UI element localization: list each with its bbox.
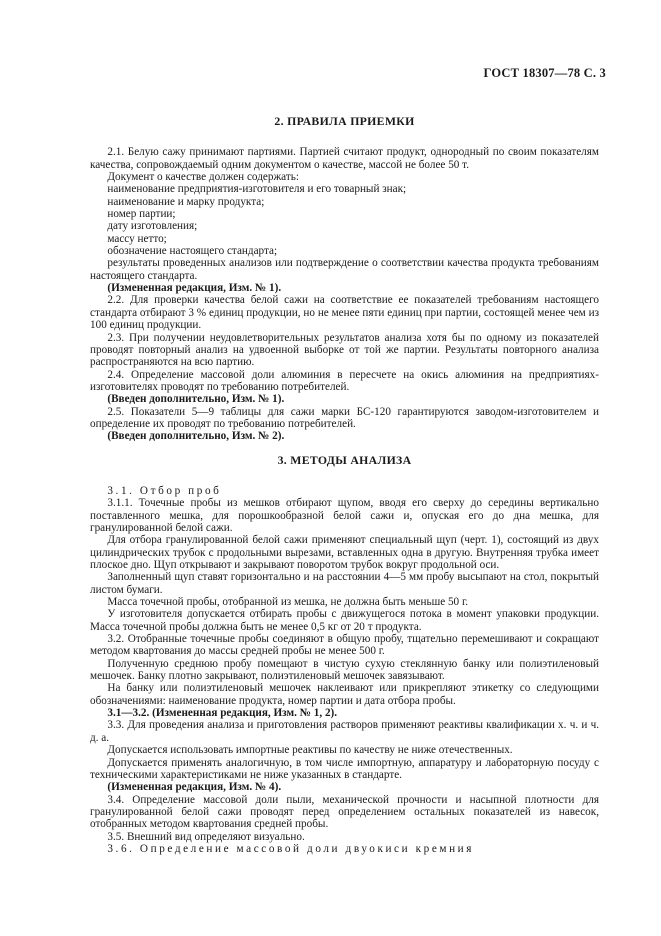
list-item: массу нетто;	[107, 232, 167, 245]
paragraph-3-2: 3.2. Отобранные точечные пробы соединяют в общую пробу, тщательно перемешивают и сокращают методом квартования до массы средней пробы не менее 500 г.	[90, 633, 599, 658]
paragraph: Заполненный щуп ставят горизонтально и на расстоянии 4—5 мм пробу высыпают на стол, покрытый листом бумаги.	[90, 571, 599, 596]
paragraph: Допускается использовать импортные реактивы по качеству не ниже отечественных.	[107, 744, 513, 757]
paragraph-2-4: 2.4. Определение массовой доли алюминия в пересчете на окись алюминия на предприятиях-изготовителях проводят по требованию потребителей.	[90, 368, 599, 393]
paragraph-2-2: 2.2. Для проверки качества белой сажи на соответствие ее показателей требованиям настоящего стандарта отбирают 3 % единиц продукции, но не менее пяти единиц при партии, состоящей менее чем из 100 единиц продукции.	[90, 294, 599, 332]
section-2-heading: 2. ПРАВИЛА ПРИЕМКИ	[274, 114, 415, 128]
amendment-note: (Измененная редакция, Изм. № 4).	[107, 781, 282, 794]
paragraph-3-6: 3.6. Определение массовой доли двуокиси кремния	[107, 842, 475, 855]
paragraph-2-5: 2.5. Показатели 5—9 таблицы для сажи марки БС-120 гарантируются заводом-изготовителем и определение их проводят по требованию потребителей.	[90, 405, 599, 430]
list-item: наименование и марку продукта;	[107, 195, 265, 208]
paragraph-3-1: 3.1. Отбор проб	[107, 484, 222, 497]
paragraph-2-3: 2.3. При получении неудовлетворительных результатов анализа хотя бы по одному из показателей проводят повторный анализ на удвоенной выборке от той же партии. Результаты повторного анализа распространяются на всю партию.	[90, 331, 599, 369]
paragraph-3-5: 3.5. Внешний вид определяют визуально.	[107, 830, 305, 843]
list-item: номер партии;	[107, 208, 176, 221]
list-item: результаты проведенных анализов или подтверждение о соответствии качества продукта требованиям настоящего стандарта.	[90, 257, 599, 282]
paragraph: Допускается применять аналогичную, в том числе импортную, аппаратуру и лабораторную посуду с техническими характеристиками не ниже указанных в стандарте.	[90, 756, 599, 781]
paragraph: Масса точечной пробы, отобранной из мешка, не должна быть меньше 50 г.	[107, 596, 469, 609]
paragraph: Полученную среднюю пробу помещают в чистую сухую стеклянную банку или полиэтиленовый мешочек. Банку плотно закрывают, полиэтиленовый мешочек завязывают.	[90, 657, 599, 683]
paragraph-3-1-1: 3.1.1. Точечные пробы из мешков отбирают щупом, вводя его сверху до середины вертикально поставленного мешка, для порошкообразной белой сажи и, опуская его до дна мешка, для гранулированной белой сажи.	[90, 497, 599, 534]
amendment-note: 3.1—3.2. (Измененная редакция, Изм. № 1, 2).	[107, 707, 338, 720]
list-item: обозначение настоящего стандарта;	[107, 245, 278, 258]
page-content	[90, 104, 599, 855]
amendment-note: (Измененная редакция, Изм. № 1).	[107, 282, 282, 295]
paragraph-3-3: 3.3. Для проведения анализа и приготовления растворов применяют реактивы квалификации х. ч. и ч. д. а.	[90, 719, 599, 744]
paragraph-2-1: 2.1. Белую сажу принимают партиями. Партией считают продукт, однородный по своим показателям качества, сопровождаемый одним документом о качестве, массой не более 50 т.	[90, 146, 599, 171]
amendment-note: (Введен дополнительно, Изм. № 2).	[107, 430, 285, 443]
paragraph-doc: Документ о качестве должен содержать:	[107, 171, 299, 184]
list-item: дату изготовления;	[107, 220, 198, 233]
list-item: наименование предприятия-изготовителя и его товарный знак;	[107, 183, 407, 196]
section-3-heading: 3. МЕТОДЫ АНАЛИЗА	[277, 452, 412, 467]
paragraph: На банку или полиэтиленовый мешочек наклеивают или прикрепляют этикетку со следующими обозначениями: наименование продукта, номер партии и дата отбора пробы.	[90, 682, 599, 707]
paragraph: У изготовителя допускается отбирать пробы с движущегося потока в момент упаковки продукции. Масса точечной пробы должна быть не менее 0,5 кг от 20 т продукта.	[90, 608, 599, 633]
amendment-note: (Введен дополнительно, Изм. № 1).	[107, 393, 285, 406]
paragraph: Для отбора гранулированной белой сажи применяют специальный щуп (черт. 1), состоящий из двух цилиндрических трубок с продольными вырезами, вставленных одна в другую. Внутренняя трубка имеет плоское дно. Щуп открывают и закрывают поворотом трубок вокруг продольной оси.	[90, 534, 599, 571]
paragraph-3-4: 3.4. Определение массовой доли пыли, механической прочности и насыпной плотности для гранулированной белой сажи проводят перед определением остальных показателей из навесок, отобранных методом квартования средней пробы.	[90, 793, 599, 831]
page-header: ГОСТ 18307—78 С. 3	[483, 66, 606, 80]
